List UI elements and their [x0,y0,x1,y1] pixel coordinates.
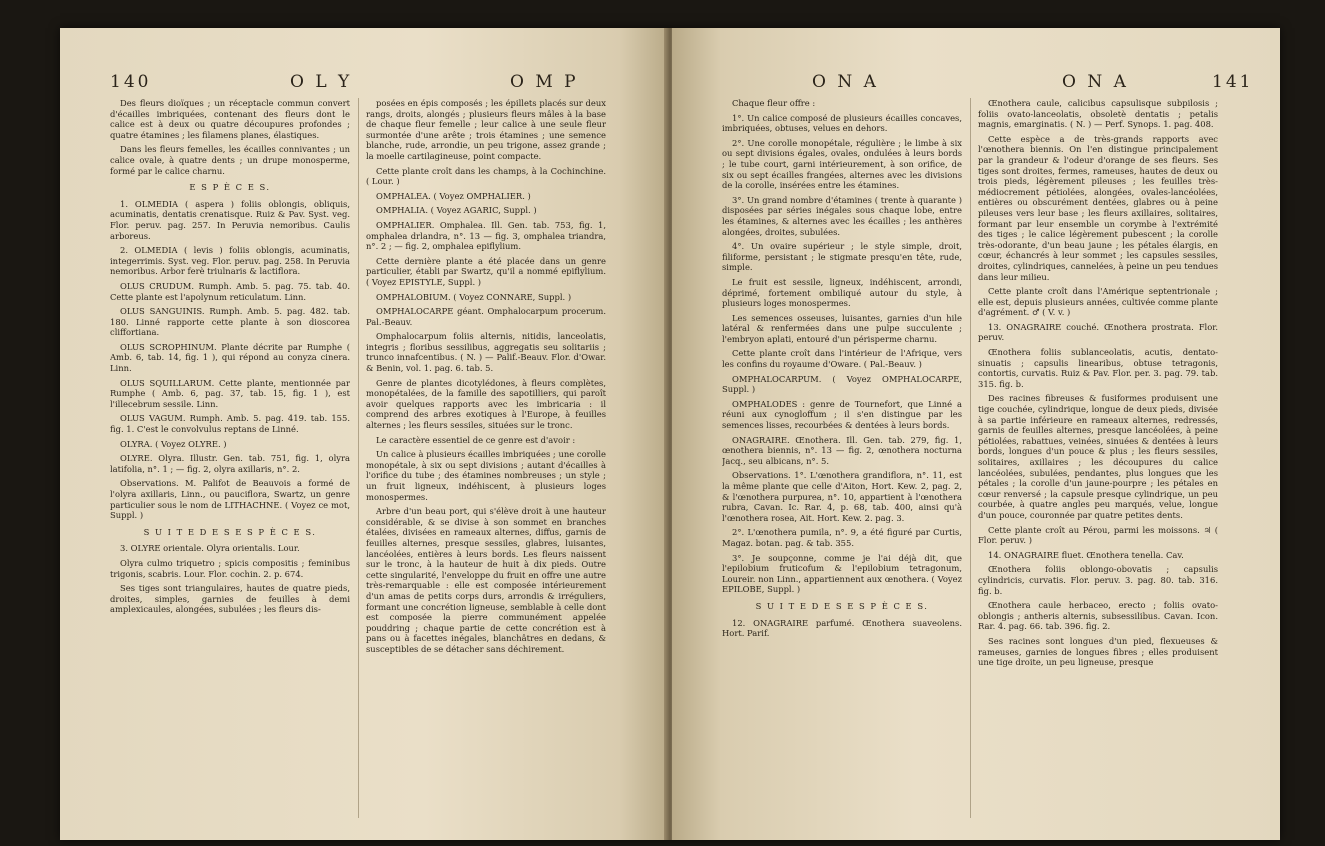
paragraph: Cette dernière plante a été placée dans un genre particulier, établi par Swartz, qu'il a nommé epiflylium. ( Voyez EPISTYLE, Suppl. ) [366,255,606,287]
paragraph: OLUS SCROPHINUM. Plante décrite par Rumphe ( Amb. 6, tab. 14, fig. 1 ), qui répond au conyza cinera. Linn. [110,341,350,374]
paragraph: Dans les fleurs femelles, les écailles connivantes ; un calice ovale, à quatre dents ; un drupe monosperme, formé par le calice charnu. [110,144,350,176]
paragraph: 2°. L'œnothera pumila, n°. 9, a été figuré par Curtis, Magaz. botan. pag. & tab. 355. [722,527,962,548]
paragraph: 3°. Je soupçonne, comme je l'ai déjà dit, que l'epilobium fruticofum & l'epilobium tetragonum, Loureir. non Linn., appartiennent aux œnothera. ( Voyez EPILOBE, Suppl. ) [722,552,962,595]
paragraph: Cette plante croît dans l'Amérique septentrionale ; elle est, depuis plusieurs années, cultivée comme plante d'agrément. ♂ ( V. v. ) [978,286,1218,318]
running-head-left-1: O L Y [290,72,353,92]
paragraph: OMPHALIER. Omphalea. Ill. Gen. tab. 753, fig. 1, omphalea drlandra, n°. 13 — fig. 3, omphalea triandra, n°. 2 ; — fig. 2, omphalea epiflylium. [366,219,606,252]
paragraph: Œnothera foliis oblongo-obovatis ; capsulis cylindricis, curvatis. Flor. peruv. 3. pag. 80. tab. 316. fig. b. [978,564,1218,596]
paragraph: Observations. 1°. L'œnothera grandiflora, n°. 11, est la même plante que celle d'Aiton, Hort. Kew. 2, pag. 2, & l'œnothera purpurea, n°. 10, appartient à l'œnothera rubra, Cavan. Ic. Rar. 4, p. 68, tab. 400, ainsi qu'à l'œnothera rosea, Ait. Hort. Kew. 2. pag. 3. [722,470,962,523]
paragraph: 13. ONAGRAIRE couché. Œnothera prostrata. Flor. peruv. [978,321,1218,343]
paragraph: Des fleurs dioïques ; un réceptacle commun convert d'écailles imbriquées, contenant des fleurs dont le calice est à deux ou quatre découpures profondes ; quatre étamines ; les filamens planes, élastiques. [110,98,350,140]
paragraph: 14. ONAGRAIRE fluet. Œnothera tenella. Cav. [988,549,1184,560]
paragraph: Œnothera foliis sublanceolatis, acutis, dentato-sinuatis ; capsulis linearibus, obtuse tetragonis, contortis, curvatis. Ruiz & Pav. Flor. per. 3. pag. 79. tab. 315. fig. b. [978,347,1218,389]
paragraph: OMPHALODES : genre de Tournefort, que Linné a réuni aux cynogloffum ; il s'en distingue par les semences lisses, recourbées & dentées à leurs bords. [722,398,962,431]
paragraph: Ses tiges sont triangulaires, hautes de quatre pieds, droites, simples, garnies de feuilles à demi amplexicaules, alongées, subulées ; les fleurs dis- [110,583,350,615]
paragraph: Œnothera caule herbaceo, erecto ; foliis ovato-oblongis ; antheris alternis, subsessilibus. Cavan. Icon. Rar. 4. pag. 66. tab. 396. fig. 2. [978,600,1218,632]
paragraph: Un calice à plusieurs écailles imbriquées ; une corolle monopétale, à six ou sept divisions ; autant d'écailles à l'orifice du tube ; des étamines nombreuses ; un style ; un fruit ligneux, indéhiscent, à plusieurs loges monospermes. [366,449,606,502]
paragraph: ONAGRAIRE. Œnothera. Ill. Gen. tab. 279, fig. 1, œnothera biennis, n°. 13 — fig. 2, œnothera nocturna Jacq., seu albicans, n°. 5. [722,434,962,466]
running-head-left-2: O M P [510,72,579,92]
paragraph: OLUS VAGUM. Rumph. Amb. 5. pag. 419. tab. 155. fig. 1. C'est le convolvulus reptans de Linné. [110,413,350,435]
paragraph: 2. OLMEDIA ( levis ) foliis oblongis, acuminatis, integerrimis. Syst. veg. Flor. peruv. pag. 258. In Peruvia nemoribus. Arbor ferè triulnaris & lactiflora. [110,245,350,277]
paragraph: Cette plante croît au Pérou, parmi les moissons. ♃ ( Flor. peruv. ) [978,524,1218,546]
paragraph: Chaque fleur offre : [732,98,816,108]
right-page-column-2 [978,98,1218,828]
paragraph: 1. OLMEDIA ( aspera ) foliis oblongis, obliquis, acuminatis, dentatis crenatisque. Ruiz & Pav. Syst. veg. Flor. peruv. pag. 257. In Peruvia nemoribus. Caulis arboreus. [110,198,350,241]
paragraph: Des racines fibreuses & fusiformes produisent une tige couchée, cylindrique, longue de deux pieds, divisée à sa partie inférieure en rameaux alternes, redressés, garnis de feuilles alternes, presque lancéolées, à peine pétiolées, rabattues, veinées, sinuées & dentées à leurs bords, longues d'un pouce & plus ; les fleurs sessiles, solitaires, axillaires ; les découpures du calice lancéolées, subulées, pendantes, plus longues que les pétales ; la corolle d'un jaune-pourpre ; les pétales en cœur renversé ; la capsule presque cylindrique, un peu courbée, à quatre angles peu marqués, velue, longue d'un pouce, couronnée par quatre petites dents. [978,393,1218,520]
left-page [60,28,668,840]
paragraph: OMPHALIA. ( Voyez AGARIC, Suppl. ) [376,205,537,216]
right-page-column-1 [722,98,962,828]
paragraph: 2°. Une corolle monopétale, régulière ; le limbe à six ou sept divisions égales, ovales, ondulées à leurs bords ; le tube court, garni intérieurement, à son orifice, de six ou sept écailles frangées, alternes avec les divisions de la corolle, insérées entre les étamines. [722,137,962,191]
paragraph: 3°. Un grand nombre d'étamines ( trente à quarante ) disposées par séries inégales sous chaque lobe, entre les étamines, & alternes avec les écailles ; les anthères alongées, droites, subulées. [722,194,962,237]
paragraph: S U I T E D E S E S P È C E S. [143,526,317,537]
paragraph: Observations. M. Palifot de Beauvois a formé de l'olyra axillaris, Linn., ou pauciflora, Swartz, un genre particulier sous le nom de LITHACHNE. ( Voyez ce mot, Suppl. ) [110,478,350,521]
paragraph: 3. OLYRE orientale. Olyra orientalis. Lour. [120,543,300,554]
column-rule [358,98,359,818]
paragraph: Le caractère essentiel de ce genre est d'avoir : [376,434,576,445]
paragraph: Ses racines sont longues d'un pied, flexueuses & rameuses, garnies de longues fibres ; elles produisent une tige droite, un peu ligneuse, presque [978,635,1218,668]
column-rule [970,98,971,818]
paragraph: Olyra culmo triquetro ; spicis compositis ; feminibus trigonis, scabris. Lour. Flor. cochin. 2. p. 674. [110,557,350,579]
paragraph: OLUS CRUDUM. Rumph. Amb. 5. pag. 75. tab. 40. Cette plante est l'apolynum reticulatum. Linn. [110,280,350,302]
paragraph: Genre de plantes dicotylédones, à fleurs complètes, monopétalées, de la famille des sapotilliers, qui paroît avoir quelques rapports avec les imbricaria : il comprend des arbres exotiques à l'Europe, à feuilles alternes ; les fleurs sessiles, situées sur le tronc. [366,377,606,431]
paragraph: Le fruit est sessile, ligneux, indéhiscent, arrondi, déprimé, fortement ombiliqué autour du style, à plusieurs loges monospermes. [722,276,962,309]
left-page-column-2 [366,98,606,828]
paragraph: OLYRE. Olyra. Illustr. Gen. tab. 751, fig. 1, olyra latifolia, n°. 1 ; — fig. 2, olyra axillaris, n°. 2. [110,453,350,474]
paragraph: OMPHALOBIUM. ( Voyez CONNARE, Suppl. ) [376,291,572,302]
paragraph: OLUS SANGUINIS. Rumph. Amb. 5. pag. 482. tab. 180. Linné rapporte cette plante à son dioscorea cliffortiana. [110,306,350,338]
page-number-right: 141 [1212,72,1254,92]
paragraph: 12. ONAGRAIRE parfumé. Œnothera suaveolens. Hort. Parif. [722,617,962,639]
paragraph: Cette plante croît dans les champs, à la Cochinchine. ( Lour. ) [366,165,606,187]
paragraph: Arbre d'un beau port, qui s'élève droit à une hauteur considérable, & se divise à son sommet en branches étalées, divisées en rameaux alternes, diffus, garnis de feuilles alternes, presque sessiles, glabres, luisantes, lancéolées, entières à leurs bords. Les fleurs naissent sur le tronc, à la hauteur de huit à dix pieds. Outre cette singularité, l'enveloppe du fruit en offre une autre très-remarquable : elle est composée intérieurement d'un amas de petits corps durs, arrondis & irréguliers, formant une concrétion ligneuse, semblable à celle dont est composée la pierre communément appelée pouddring ; chaque partie de cette concrétion est à pans ou à facettes inégales, blanchâtres en dedans, & susceptibles de se détacher sans déchirement. [366,506,606,654]
page-number-left: 140 [110,72,152,92]
right-page [672,28,1280,840]
paragraph: Cette espèce a de très-grands rapports avec l'œnothera biennis. On l'en distingue principalement par la grandeur & l'odeur d'orange de ses fleurs. Ses tiges sont droites, fermes, rameuses, hautes de deux ou trois pieds, légèrement pileuses ; les feuilles très-médiocrement pétiolées, alongées, ovales-lancéolées, entières ou obscurément dentées, glabres ou à peine pileuses vers leur base ; les fleurs axillaires, solitaires, formant par leur ensemble un corymbe à l'extrémité des tiges ; le calice légèrement pubescent ; la corolle très-odorante, d'un beau jaune ; les pétales élargis, en cœur, échancrés à leur sommet ; les capsules sessiles, droites, cylindriques, cannelées, à peine un peu tendues dans leur milieu. [978,133,1218,282]
paragraph: Omphalocarpum foliis alternis, nitidis, lanceolatis, integris ; floribus sessilibus, aggregatis seu solitariis ; trunco innafcentibus. ( N. ) — Palif.-Beauv. Flor. d'Owar. & Benin, vol. 1. pag. 6. tab. 5. [366,331,606,374]
paragraph: posées en épis composés ; les épillets placés sur deux rangs, droits, alongés ; plusieurs fleurs mâles à la base de chaque fleur femelle ; leur calice à une seule fleur surmontée d'une arête ; trois étamines ; une semence blanche, rude, arrondie, un peu trigone, assez grande ; la moelle cartilagineuse, point compacte. [366,98,606,161]
paragraph: Œnothera caule, calicibus capsulisque subpilosis ; foliis ovato-lanceolatis, obsoletè dentatis ; petalis magnis, emarginatis. ( N. ) — Perf. Synops. 1. pag. 408. [978,98,1218,130]
running-head-right-1: O N A [812,72,879,92]
running-head-right-2: O N A [1062,72,1129,92]
paragraph: OMPHALEA. ( Voyez OMPHALIER. ) [376,190,531,201]
paragraph: OMPHALOCARPUM. ( Voyez OMPHALOCARPE, Suppl. ) [722,373,962,395]
paragraph: OLUS SQUILLARUM. Cette plante, mentionnée par Rumphe ( Amb. 6, pag. 37, tab. 15, fig. 1 ), est l'illecebrum sessile. Linn. [110,377,350,409]
paragraph: 4°. Un ovaire supérieur ; le style simple, droit, filiforme, persistant ; le stigmate presqu'en tête, rude, simple. [722,241,962,273]
paragraph: 1°. Un calice composé de plusieurs écailles concaves, imbriquées, obtuses, velues en dehors. [722,112,962,134]
paragraph: OMPHALOCARPE géant. Omphalocarpum procerum. Pal.-Beauv. [366,306,606,327]
paragraph: Cette plante croît dans l'intérieur de l'Afrique, vers les confins du royaume d'Oware. ( Pal.-Beauv. ) [722,348,962,370]
left-page-column-1 [110,98,350,828]
paragraph: OLYRA. ( Voyez OLYRE. ) [120,438,227,449]
paragraph: Les semences osseuses, luisantes, garnies d'un hile latéral & renfermées dans une pulpe succulente ; l'embryon aplati, entouré d'un périsperme charnu. [722,312,962,344]
open-book-spread [60,28,1280,840]
paragraph: E S P È C E S. [189,182,271,193]
paragraph: S U I T E D E S E S P È C E S. [755,600,929,611]
